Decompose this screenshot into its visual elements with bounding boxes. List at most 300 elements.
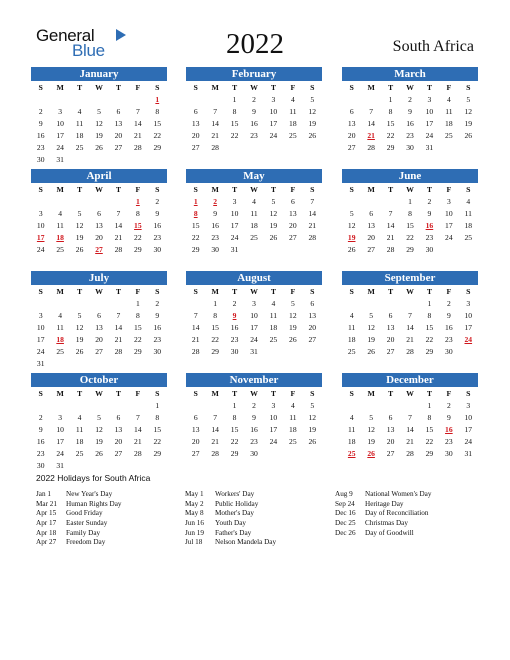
- day: 25: [347, 347, 356, 356]
- day: 31: [250, 347, 258, 356]
- holiday-name: Public Holiday: [215, 499, 259, 508]
- day: 25: [56, 347, 64, 356]
- day: 4: [77, 413, 82, 422]
- day: 3: [446, 197, 451, 206]
- day: 26: [75, 347, 84, 356]
- month-title: September: [342, 271, 478, 285]
- weekday-header: S: [349, 389, 354, 398]
- day: 9: [155, 209, 160, 218]
- weekday-header: M: [367, 83, 375, 92]
- day: 7: [408, 311, 412, 320]
- day: 8: [388, 107, 393, 116]
- holiday-day: 19: [347, 233, 356, 242]
- day: 18: [464, 221, 473, 230]
- day: 24: [250, 335, 258, 344]
- weekday-header: T: [231, 389, 238, 398]
- day: 22: [425, 335, 434, 344]
- day: 4: [58, 311, 63, 320]
- day: 25: [289, 131, 297, 140]
- day: 24: [425, 131, 434, 140]
- day: 10: [269, 413, 278, 422]
- empty-day: [342, 298, 361, 310]
- day: 28: [134, 143, 142, 152]
- day: 27: [114, 143, 123, 152]
- holiday-date: May 1: [185, 490, 204, 498]
- day: 17: [269, 119, 278, 128]
- country-label: South Africa: [392, 38, 474, 55]
- weekday-header: T: [270, 83, 277, 92]
- day: 31: [56, 461, 64, 470]
- day: 2: [232, 299, 237, 308]
- weekday-header: W: [95, 287, 103, 296]
- holiday-date: Jun 16: [185, 519, 204, 528]
- day: 12: [308, 413, 317, 422]
- day: 29: [406, 245, 414, 254]
- day: 19: [75, 335, 84, 344]
- day: 11: [56, 323, 64, 332]
- day: 8: [427, 311, 432, 320]
- day: 27: [308, 335, 317, 344]
- day: 2: [446, 299, 451, 308]
- day: 16: [153, 323, 162, 332]
- day: 31: [230, 245, 239, 254]
- weekday-header: S: [38, 287, 43, 296]
- day: 5: [310, 401, 315, 410]
- day: 10: [269, 107, 278, 116]
- day: 3: [38, 209, 43, 218]
- weekday-header: S: [310, 185, 315, 194]
- day: 28: [114, 245, 123, 254]
- day: 7: [116, 311, 121, 320]
- day: 11: [464, 209, 472, 218]
- holiday-name: Human Rights Day: [66, 499, 122, 508]
- weekday-header: M: [56, 83, 64, 92]
- day: 16: [36, 437, 45, 446]
- day: 12: [367, 425, 375, 434]
- day: 23: [153, 335, 162, 344]
- day: 2: [38, 107, 43, 116]
- weekday-header: T: [270, 287, 277, 296]
- day: 29: [153, 449, 162, 458]
- weekday-header: W: [250, 83, 258, 92]
- day: 7: [135, 107, 140, 116]
- day: 1: [232, 95, 237, 104]
- day: 30: [250, 449, 258, 458]
- empty-day: [361, 298, 380, 310]
- weekday-header: T: [76, 83, 83, 92]
- day: 14: [134, 119, 142, 128]
- holiday-date: Aug 9: [335, 490, 353, 498]
- day: 17: [445, 221, 453, 230]
- weekday-header: F: [290, 185, 296, 194]
- weekday-header: T: [115, 185, 122, 194]
- day: 30: [425, 245, 434, 254]
- day-grid: [31, 184, 167, 256]
- holiday-day: 24: [464, 335, 473, 344]
- day: 9: [155, 311, 160, 320]
- empty-day: [70, 400, 89, 412]
- weekday-header: S: [310, 83, 315, 92]
- day: 16: [250, 119, 258, 128]
- day: 19: [95, 131, 103, 140]
- day: 30: [406, 143, 414, 152]
- day: 9: [446, 413, 451, 422]
- day: 15: [406, 221, 414, 230]
- weekday-header: S: [193, 389, 198, 398]
- day: 2: [446, 401, 451, 410]
- day: 17: [425, 119, 434, 128]
- holiday-day: 1: [155, 95, 160, 104]
- day: 18: [250, 221, 258, 230]
- day: 11: [75, 425, 84, 434]
- day: 23: [425, 233, 434, 242]
- day: 17: [56, 437, 64, 446]
- month-title: May: [186, 169, 322, 183]
- holiday-name: Workers' Day: [215, 490, 255, 498]
- weekday-header: W: [406, 287, 414, 296]
- day: 24: [464, 437, 473, 446]
- weekday-header: T: [270, 389, 277, 398]
- day: 6: [388, 413, 393, 422]
- holiday-name: Christmas Day: [365, 519, 408, 528]
- empty-day: [89, 400, 108, 412]
- day: 10: [445, 209, 453, 218]
- month-title: April: [31, 169, 167, 183]
- holiday-day: 18: [56, 335, 64, 344]
- weekday-header: F: [135, 287, 141, 296]
- day: 5: [349, 209, 354, 218]
- day: 22: [425, 437, 434, 446]
- day: 13: [308, 311, 317, 320]
- empty-day: [50, 400, 69, 412]
- day: 15: [211, 323, 219, 332]
- day: 6: [116, 107, 121, 116]
- weekday-header: T: [76, 389, 83, 398]
- weekday-header: M: [367, 185, 375, 194]
- holiday-day: 16: [445, 425, 453, 434]
- day: 3: [38, 311, 43, 320]
- day: 5: [369, 413, 374, 422]
- day: 30: [153, 245, 162, 254]
- day: 2: [427, 197, 432, 206]
- holiday-date: Apr 18: [36, 528, 57, 537]
- day: 9: [252, 413, 256, 422]
- holiday-name: Day of Reconciliation: [365, 509, 429, 518]
- day: 24: [36, 245, 45, 254]
- weekday-header: W: [406, 185, 414, 194]
- day: 12: [75, 221, 84, 230]
- day: 21: [191, 335, 200, 344]
- holiday-day: 25: [347, 449, 356, 458]
- day-grid: [186, 388, 322, 460]
- weekday-header: T: [231, 287, 238, 296]
- day: 10: [464, 413, 473, 422]
- day: 31: [56, 155, 64, 164]
- logo-general-text: General: [36, 26, 95, 45]
- day: 3: [427, 95, 432, 104]
- day: 21: [114, 233, 123, 242]
- day: 27: [95, 347, 103, 356]
- day: 15: [191, 221, 200, 230]
- weekday-header: M: [211, 185, 219, 194]
- day: 23: [153, 233, 162, 242]
- empty-day: [31, 196, 50, 208]
- weekday-header: S: [349, 185, 354, 194]
- month-october: [31, 373, 167, 472]
- day-grid: [186, 82, 322, 154]
- day: 13: [386, 425, 395, 434]
- day: 10: [230, 209, 239, 218]
- day: 16: [250, 425, 258, 434]
- day: 13: [114, 119, 123, 128]
- day-grid: [342, 184, 478, 256]
- day: 1: [427, 401, 432, 410]
- day: 17: [464, 425, 473, 434]
- day: 7: [193, 311, 198, 320]
- month-august: [186, 271, 322, 358]
- weekday-header: S: [466, 287, 471, 296]
- day: 5: [466, 95, 471, 104]
- day: 21: [211, 131, 219, 140]
- day: 27: [386, 347, 395, 356]
- weekday-header: S: [193, 83, 198, 92]
- holiday-date: Apr 27: [36, 538, 57, 547]
- day: 26: [95, 449, 103, 458]
- day-grid: [186, 184, 322, 256]
- day: 18: [75, 131, 84, 140]
- day: 10: [36, 323, 45, 332]
- day: 8: [408, 209, 412, 218]
- weekday-header: F: [290, 287, 296, 296]
- weekday-header: S: [349, 83, 354, 92]
- day: 28: [406, 449, 414, 458]
- weekday-header: T: [231, 83, 238, 92]
- empty-day: [109, 196, 128, 208]
- day: 22: [406, 233, 414, 242]
- day: 6: [349, 107, 354, 116]
- day: 19: [75, 233, 84, 242]
- day: 2: [155, 197, 160, 206]
- logo-blue-text: Blue: [72, 41, 105, 60]
- weekday-header: F: [290, 83, 296, 92]
- weekday-header: T: [115, 83, 122, 92]
- day: 4: [290, 95, 295, 104]
- day: 23: [36, 449, 45, 458]
- day: 14: [134, 425, 142, 434]
- weekday-header: T: [231, 185, 238, 194]
- day: 6: [193, 413, 198, 422]
- weekday-header: W: [95, 185, 103, 194]
- day: 28: [191, 347, 200, 356]
- weekday-header: S: [155, 185, 160, 194]
- month-march: [342, 67, 478, 154]
- weekday-header: M: [56, 287, 64, 296]
- day: 15: [134, 323, 142, 332]
- holiday-name: Good Friday: [66, 509, 103, 518]
- day: 14: [211, 425, 219, 434]
- day: 25: [269, 335, 278, 344]
- day: 21: [134, 437, 142, 446]
- empty-day: [50, 298, 69, 310]
- day: 18: [347, 335, 356, 344]
- weekday-header: S: [349, 287, 354, 296]
- day: 26: [367, 347, 375, 356]
- day: 6: [116, 413, 121, 422]
- day: 9: [38, 119, 43, 128]
- weekday-header: T: [387, 389, 394, 398]
- day: 21: [386, 233, 395, 242]
- day: 6: [97, 311, 101, 320]
- day-grid: [342, 388, 478, 460]
- day: 19: [464, 119, 473, 128]
- empty-day: [186, 94, 205, 106]
- day: 9: [38, 425, 43, 434]
- day: 1: [388, 95, 393, 104]
- day: 31: [36, 359, 45, 368]
- holiday-day: 18: [56, 233, 64, 242]
- weekday-header: T: [115, 287, 122, 296]
- day: 12: [308, 107, 317, 116]
- weekday-header: T: [270, 185, 277, 194]
- weekday-header: F: [135, 83, 141, 92]
- day: 21: [406, 335, 414, 344]
- holiday-date: Sep 24: [335, 499, 355, 508]
- weekday-header: S: [38, 185, 43, 194]
- day: 27: [367, 245, 375, 254]
- day: 8: [155, 107, 160, 116]
- day: 16: [445, 323, 453, 332]
- day: 23: [406, 131, 414, 140]
- day: 4: [290, 401, 295, 410]
- day: 5: [77, 311, 82, 320]
- day: 23: [445, 335, 453, 344]
- holiday-date: May 2: [185, 499, 204, 508]
- day: 25: [289, 437, 297, 446]
- day: 22: [386, 131, 395, 140]
- weekday-header: T: [76, 287, 83, 296]
- day: 26: [269, 233, 278, 242]
- holiday-date: Jul 18: [185, 538, 203, 547]
- weekday-header: S: [38, 389, 43, 398]
- day: 22: [211, 335, 219, 344]
- day: 29: [211, 347, 219, 356]
- day: 3: [232, 197, 237, 206]
- day: 3: [466, 401, 471, 410]
- day: 11: [269, 311, 278, 320]
- day-grid: [342, 286, 478, 358]
- day: 21: [134, 131, 142, 140]
- page-title-year: 2022: [226, 28, 284, 60]
- day: 12: [367, 323, 375, 332]
- day: 22: [153, 437, 162, 446]
- day-grid: [186, 286, 322, 358]
- day: 5: [369, 311, 374, 320]
- day: 12: [269, 209, 278, 218]
- day: 13: [191, 425, 200, 434]
- holiday-day: 2: [213, 197, 218, 206]
- weekday-header: F: [290, 389, 296, 398]
- weekday-header: T: [426, 185, 433, 194]
- day: 20: [386, 437, 395, 446]
- day: 18: [269, 323, 278, 332]
- day: 29: [230, 449, 239, 458]
- day: 4: [77, 107, 82, 116]
- day: 1: [155, 401, 160, 410]
- day: 9: [427, 209, 432, 218]
- day: 3: [58, 413, 63, 422]
- day: 16: [153, 221, 162, 230]
- day: 23: [250, 437, 258, 446]
- day: 25: [250, 233, 258, 242]
- day: 4: [446, 95, 451, 104]
- holiday-day: 17: [36, 233, 45, 242]
- day: 19: [367, 437, 375, 446]
- day: 7: [135, 413, 140, 422]
- day: 28: [406, 347, 414, 356]
- empty-day: [400, 298, 419, 310]
- day: 20: [308, 323, 317, 332]
- empty-day: [31, 94, 50, 106]
- month-title: November: [186, 373, 322, 387]
- empty-day: [361, 400, 380, 412]
- day: 4: [58, 209, 63, 218]
- day: 11: [56, 221, 64, 230]
- day: 25: [56, 245, 64, 254]
- holiday-name: New Year's Day: [66, 490, 113, 498]
- month-june: [342, 169, 478, 256]
- holiday-name: Family Day: [66, 528, 101, 537]
- day: 24: [269, 131, 278, 140]
- day: 21: [308, 221, 317, 230]
- day: 12: [95, 425, 103, 434]
- day: 13: [347, 119, 356, 128]
- day: 7: [408, 413, 412, 422]
- day: 8: [232, 413, 237, 422]
- day-grid: [31, 286, 167, 370]
- empty-day: [186, 400, 205, 412]
- day: 28: [367, 143, 375, 152]
- day: 2: [155, 299, 160, 308]
- day: 29: [386, 143, 395, 152]
- empty-day: [361, 196, 380, 208]
- day: 13: [289, 209, 297, 218]
- day: 7: [213, 107, 218, 116]
- weekday-header: W: [95, 83, 103, 92]
- day: 3: [271, 401, 276, 410]
- weekday-header: M: [56, 185, 64, 194]
- day: 8: [232, 107, 237, 116]
- month-title: August: [186, 271, 322, 285]
- day: 8: [427, 413, 432, 422]
- day: 30: [36, 155, 45, 164]
- empty-day: [342, 400, 361, 412]
- day: 14: [367, 119, 375, 128]
- holiday-name: Easter Sunday: [66, 519, 108, 528]
- day: 3: [466, 299, 471, 308]
- day: 5: [290, 299, 295, 308]
- day: 20: [289, 221, 297, 230]
- weekday-header: T: [426, 389, 433, 398]
- day: 7: [310, 197, 315, 206]
- day: 22: [134, 233, 142, 242]
- day: 9: [408, 107, 412, 116]
- day: 14: [211, 119, 219, 128]
- day: 16: [406, 119, 414, 128]
- day: 23: [250, 131, 258, 140]
- day: 20: [191, 131, 200, 140]
- empty-day: [89, 196, 108, 208]
- day: 23: [211, 233, 219, 242]
